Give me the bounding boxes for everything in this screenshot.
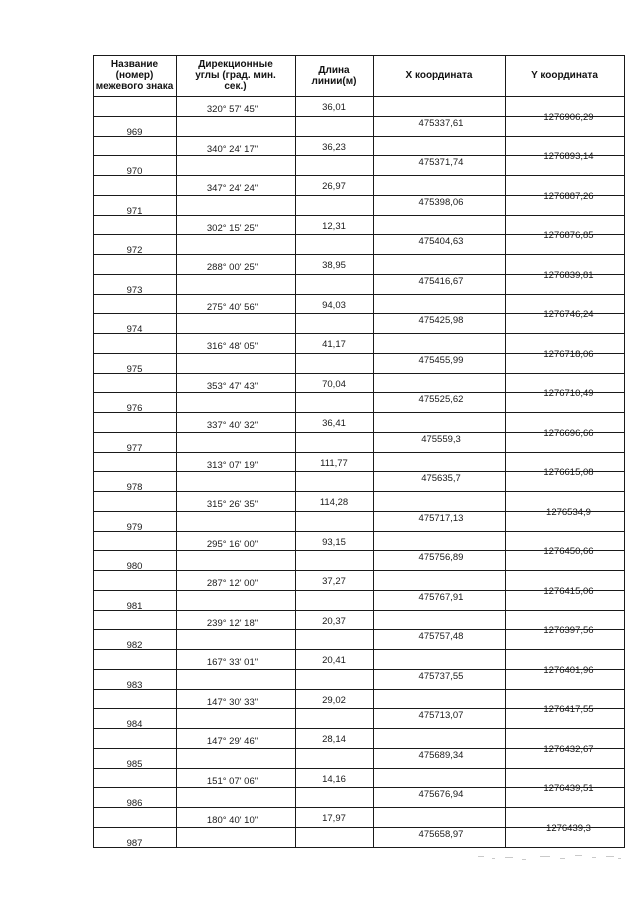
point-name-cell: 987 bbox=[126, 838, 143, 849]
y-coordinate-cell: 1276718,06 bbox=[543, 349, 594, 360]
point-name-cell: 973 bbox=[126, 285, 143, 296]
y-coordinate-cell: 1276432,67 bbox=[543, 744, 594, 755]
direction-angle-cell: 353° 47' 43" bbox=[206, 381, 259, 392]
direction-angle-cell: 151° 07' 06" bbox=[206, 776, 259, 787]
y-coordinate-cell: 1276417,55 bbox=[543, 704, 594, 715]
direction-angle-cell: 337° 40' 32" bbox=[206, 420, 259, 431]
header-point-name: Название (номер) межевого знака bbox=[95, 59, 174, 92]
line-length-cell: 12,31 bbox=[322, 221, 346, 232]
line-length-cell: 114,28 bbox=[319, 497, 349, 508]
scan-speck bbox=[522, 859, 526, 860]
y-coordinate-cell: 1276401,96 bbox=[543, 665, 594, 676]
point-name-cell: 975 bbox=[126, 364, 143, 375]
x-coordinate-cell: 475676,94 bbox=[418, 789, 464, 800]
y-coordinate-cell: 1276615,08 bbox=[543, 467, 594, 478]
direction-angle-cell: 340° 24' 17" bbox=[206, 144, 259, 155]
x-coordinate-cell: 475635,7 bbox=[421, 473, 461, 484]
scan-speck bbox=[540, 856, 550, 857]
direction-angle-cell: 320° 57' 45" bbox=[206, 104, 259, 115]
point-name-cell: 977 bbox=[126, 443, 143, 454]
y-coordinate-cell: 1276893,14 bbox=[543, 151, 594, 162]
direction-angle-cell: 239° 12' 18" bbox=[206, 618, 259, 629]
line-length-cell: 41,17 bbox=[322, 339, 346, 350]
scan-speck bbox=[592, 857, 596, 858]
scan-speck bbox=[606, 856, 614, 857]
x-coordinate-cell: 475658,97 bbox=[418, 829, 464, 840]
y-coordinate-cell: 1276397,56 bbox=[543, 625, 594, 636]
point-name-cell: 985 bbox=[126, 759, 143, 770]
point-name-cell: 981 bbox=[126, 601, 143, 612]
point-name-cell: 980 bbox=[126, 561, 143, 572]
point-name-cell: 982 bbox=[126, 640, 143, 651]
x-coordinate-cell: 475337,61 bbox=[418, 118, 464, 129]
y-coordinate-cell: 1276839,81 bbox=[543, 270, 594, 281]
y-coordinate-cell: 1276439,3 bbox=[546, 823, 591, 834]
line-length-cell: 20,41 bbox=[322, 655, 346, 666]
x-coordinate-cell: 475717,13 bbox=[418, 513, 464, 524]
point-name-cell: 986 bbox=[126, 798, 143, 809]
x-coordinate-cell: 475767,91 bbox=[418, 592, 464, 603]
line-length-cell: 36,23 bbox=[322, 142, 346, 153]
x-coordinate-cell: 475756,89 bbox=[418, 552, 464, 563]
y-coordinate-cell: 1276887,26 bbox=[543, 191, 594, 202]
y-coordinate-cell: 1276906,29 bbox=[543, 112, 594, 123]
line-length-cell: 28,14 bbox=[322, 734, 346, 745]
line-length-cell: 17,97 bbox=[322, 813, 346, 824]
direction-angle-cell: 147° 30' 33" bbox=[206, 697, 259, 708]
x-coordinate-cell: 475525,62 bbox=[418, 394, 464, 405]
line-length-cell: 14,16 bbox=[322, 774, 346, 785]
header-line-length: Длина линии(м) bbox=[311, 64, 357, 87]
line-length-cell: 38,95 bbox=[322, 260, 346, 271]
line-length-cell: 20,37 bbox=[322, 616, 346, 627]
x-coordinate-cell: 475416,67 bbox=[418, 276, 464, 287]
line-length-cell: 94,03 bbox=[322, 300, 346, 311]
direction-angle-cell: 288° 00' 25" bbox=[206, 262, 259, 273]
y-coordinate-cell: 1276876,85 bbox=[543, 230, 594, 241]
point-name-cell: 972 bbox=[126, 245, 143, 256]
scan-speck bbox=[560, 858, 565, 859]
scan-speck bbox=[618, 858, 621, 859]
scan-speck bbox=[505, 857, 513, 858]
y-coordinate-cell: 1276450,66 bbox=[543, 546, 594, 557]
direction-angle-cell: 287° 12' 00" bbox=[206, 578, 259, 589]
header-y-coordinate: Y координата bbox=[531, 70, 598, 81]
y-coordinate-cell: 1276710,49 bbox=[543, 388, 594, 399]
direction-angle-cell: 147° 29' 46" bbox=[206, 736, 259, 747]
x-coordinate-cell: 475689,34 bbox=[418, 750, 464, 761]
y-coordinate-cell: 1276534,9 bbox=[546, 507, 591, 518]
y-coordinate-cell: 1276415,06 bbox=[543, 586, 594, 597]
direction-angle-cell: 315° 26' 35" bbox=[206, 499, 259, 510]
header-x-coordinate: X координата bbox=[405, 70, 473, 81]
direction-angle-cell: 167° 33' 01" bbox=[206, 657, 259, 668]
x-coordinate-cell: 475757,48 bbox=[418, 631, 464, 642]
direction-angle-cell: 313° 07' 19" bbox=[206, 460, 259, 471]
x-coordinate-cell: 475713,07 bbox=[418, 710, 464, 721]
scan-speck bbox=[575, 855, 582, 856]
line-length-cell: 36,41 bbox=[322, 418, 346, 429]
line-length-cell: 93,15 bbox=[322, 537, 346, 548]
line-length-cell: 26,97 bbox=[322, 181, 346, 192]
direction-angle-cell: 295° 16' 00" bbox=[206, 539, 259, 550]
row-border bbox=[93, 96, 625, 97]
point-name-cell: 974 bbox=[126, 324, 143, 335]
point-name-cell: 978 bbox=[126, 482, 143, 493]
line-length-cell: 111,77 bbox=[320, 458, 348, 469]
point-name-cell: 979 bbox=[126, 522, 143, 533]
x-coordinate-cell: 475404,63 bbox=[418, 236, 464, 247]
x-coordinate-cell: 475455,99 bbox=[418, 355, 464, 366]
y-coordinate-cell: 1276439,51 bbox=[543, 783, 594, 794]
scan-speck bbox=[492, 858, 495, 859]
point-name-cell: 970 bbox=[126, 166, 143, 177]
x-coordinate-cell: 475737,55 bbox=[418, 671, 464, 682]
x-coordinate-cell: 475398,06 bbox=[418, 197, 464, 208]
header-direction-angle: Дирекционные углы (град. мин. сек.) bbox=[195, 59, 276, 92]
direction-angle-cell: 302° 15' 25" bbox=[206, 223, 259, 234]
line-length-cell: 37,27 bbox=[322, 576, 346, 587]
x-coordinate-cell: 475559,3 bbox=[421, 434, 461, 445]
y-coordinate-cell: 1276696,66 bbox=[543, 428, 594, 439]
line-length-cell: 70,04 bbox=[322, 379, 346, 390]
point-name-cell: 976 bbox=[126, 403, 143, 414]
direction-angle-cell: 275° 40' 56" bbox=[206, 302, 259, 313]
y-coordinate-cell: 1276746,24 bbox=[543, 309, 594, 320]
direction-angle-cell: 347° 24' 24" bbox=[206, 183, 259, 194]
point-name-cell: 983 bbox=[126, 680, 143, 691]
line-length-cell: 29,02 bbox=[322, 695, 346, 706]
x-coordinate-cell: 475425,98 bbox=[418, 315, 464, 326]
direction-angle-cell: 316° 48' 05" bbox=[206, 341, 259, 352]
scan-speck bbox=[478, 856, 484, 857]
x-coordinate-cell: 475371,74 bbox=[418, 157, 464, 168]
line-length-cell: 36,01 bbox=[322, 102, 346, 113]
point-name-cell: 971 bbox=[126, 206, 143, 217]
point-name-cell: 984 bbox=[126, 719, 143, 730]
point-name-cell: 969 bbox=[126, 127, 143, 138]
direction-angle-cell: 180° 40' 10" bbox=[206, 815, 259, 826]
